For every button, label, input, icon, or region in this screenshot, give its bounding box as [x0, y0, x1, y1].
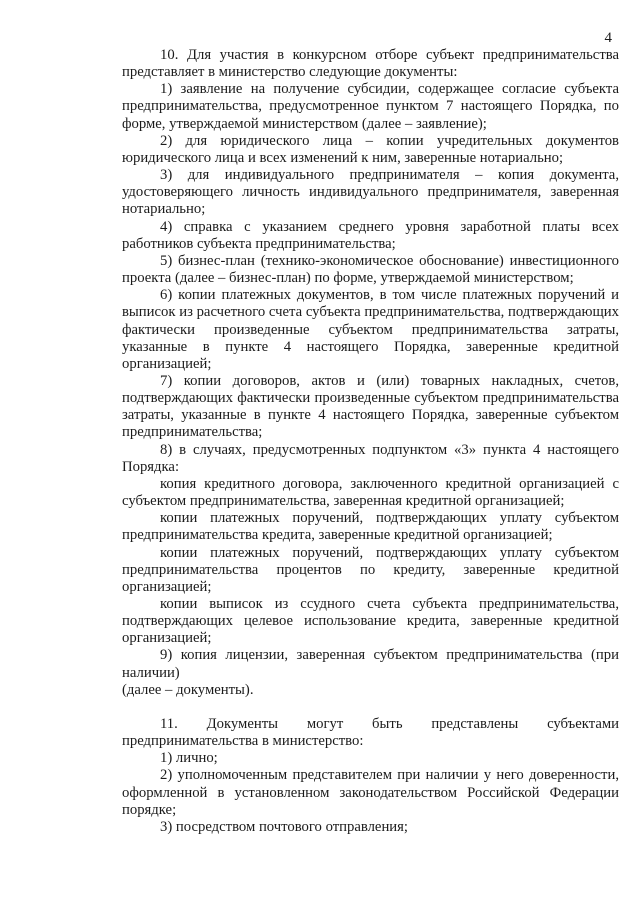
list-item-7-contracts: 7) копии договоров, актов и (или) товарных накладных, счетов, подтверждающих фактически произведенные субъектом предпринимательства затраты, указанные в пункте 4 настоящего Порядка, заверенные субъектом предпринимательства;: [122, 372, 619, 441]
list-item-6-payment-documents: 6) копии платежных документов, в том числе платежных поручений и выписок из расчетного счета субъекта предпринимательства, подтверждающих фактически произведенные субъектом предпринимательства затраты, указанные в пункте 4 настоящего Порядка, заверенные кредитной организацией;: [122, 287, 619, 372]
documents-definition: (далее – документы).: [122, 681, 254, 698]
list-item-9-license: 9) копия лицензии, заверенная субъектом предпринимательства (при наличии): [122, 647, 619, 681]
sub-item-interest-payments: копии платежных поручений, подтверждающих уплату субъектом предпринимательства процентов по кредиту, заверенные кредитной организацией;: [122, 544, 619, 595]
sub-item-loan-account-statements: копии выписок из ссудного счета субъекта предпринимательства, подтверждающих целевое использование кредита, заверенные кредитной организацией;: [122, 596, 619, 647]
sub-item-credit-payments: копии платежных поручений, подтверждающих уплату субъектом предпринимательства кредита, заверенные кредитной организацией;: [122, 510, 619, 544]
list-item-4-salary-certificate: 4) справка с указанием среднего уровня заработной платы всех работников субъекта предпринимательства;: [122, 218, 619, 252]
list-item-2-legal-entity: 2) для юридического лица – копии учредительных документов юридического лица и всех изменений к ним, заверенные нотариально;: [122, 132, 619, 166]
submission-item-1-in-person: 1) лично;: [160, 750, 218, 767]
document-body: [122, 47, 619, 836]
sub-item-credit-agreement: копия кредитного договора, заключенного кредитной организацией с субъектом предпринимательства, заверенная кредитной организацией;: [122, 475, 619, 510]
list-item-3-individual-entrepreneur: 3) для индивидуального предпринимателя – копия документа, удостоверяющего личность индивидуального предпринимателя, заверенная нотариально;: [122, 167, 619, 218]
submission-item-2-representative: 2) уполномоченным представителем при наличии у него доверенности, оформленной в установленном законодательством Российской Федерации порядке;: [122, 767, 619, 818]
paragraph-10-intro: 10. Для участия в конкурсном отборе субъект предпринимательства представляет в министерство следующие документы:: [122, 47, 619, 81]
list-item-8-credit-cases: 8) в случаях, предусмотренных подпунктом «3» пункта 4 настоящего Порядка:: [122, 441, 619, 475]
list-item-1-application: 1) заявление на получение субсидии, содержащее согласие субъекта предпринимательства, предусмотренное пунктом 7 настоящего Порядка, по форме, утверждаемой министерством (далее – заявление);: [122, 81, 619, 132]
page-number: 4: [604, 30, 612, 46]
paragraph-11-intro: 11. Документы могут быть представлены субъектами предпринимательства в министерство:: [122, 715, 619, 750]
list-item-5-business-plan: 5) бизнес-план (технико-экономическое обоснование) инвестиционного проекта (далее – бизнес-план) по форме, утверждаемой министерством;: [122, 252, 619, 287]
submission-item-3-mail: 3) посредством почтового отправления;: [160, 818, 409, 835]
